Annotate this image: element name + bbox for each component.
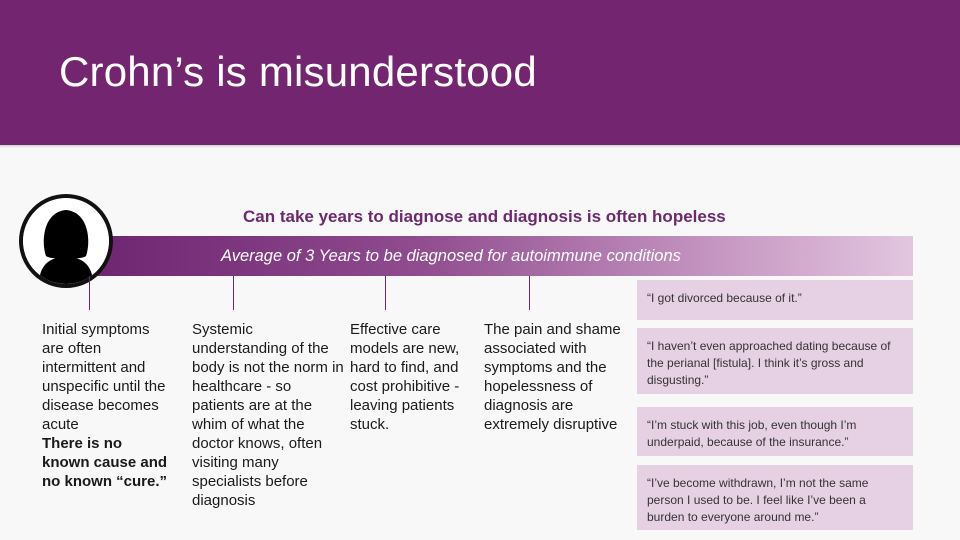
page-title: Crohn’s is misunderstood xyxy=(59,48,537,95)
patient-quote: “I got divorced because of it.” xyxy=(637,280,913,320)
stage-text: Systemic understanding of the body is not the norm in healthcare - so patients are at the whim of what the doctor knows, often visiting many specialists before diagnosis xyxy=(192,321,344,509)
patient-quote: “I’m stuck with this job, even though I’m underpaid, because of the insurance.” xyxy=(637,407,913,456)
stage-description-2 xyxy=(192,320,347,510)
stage-description-1 xyxy=(42,320,172,491)
stage-text: Effective care models are new, hard to find, and cost prohibitive - leaving patients stuck. xyxy=(350,321,460,433)
stage-description-3 xyxy=(350,320,465,434)
stage-description-4 xyxy=(484,320,622,434)
stage-text: The pain and shame associated with symptoms and the hopelessness of diagnosis are extremely disruptive xyxy=(484,321,621,433)
timeline-tick xyxy=(529,276,530,310)
timeline-label: Average of 3 Years to be diagnosed for autoimmune conditions xyxy=(221,247,681,265)
person-silhouette-icon xyxy=(19,194,113,288)
header-divider xyxy=(0,145,960,148)
timeline-tick xyxy=(89,276,90,310)
stage-text: Initial symptoms are often intermittent and unspecific until the disease becomes acute xyxy=(42,321,166,433)
timeline-tick xyxy=(385,276,386,310)
stage-emphasis: There is no known cause and no known “cure.” xyxy=(42,435,168,490)
section-subtitle: Can take years to diagnose and diagnosis is often hopeless xyxy=(243,207,726,226)
header-banner xyxy=(0,0,960,145)
patient-quote: “I’ve become withdrawn, I’m not the same person I used to be. I feel like I’ve been a burden to everyone around me.” xyxy=(637,465,913,530)
patient-quote: “I haven’t even approached dating because of the perianal [fistula]. I think it’s gross and disgusting.” xyxy=(637,328,913,394)
timeline-tick xyxy=(233,276,234,310)
